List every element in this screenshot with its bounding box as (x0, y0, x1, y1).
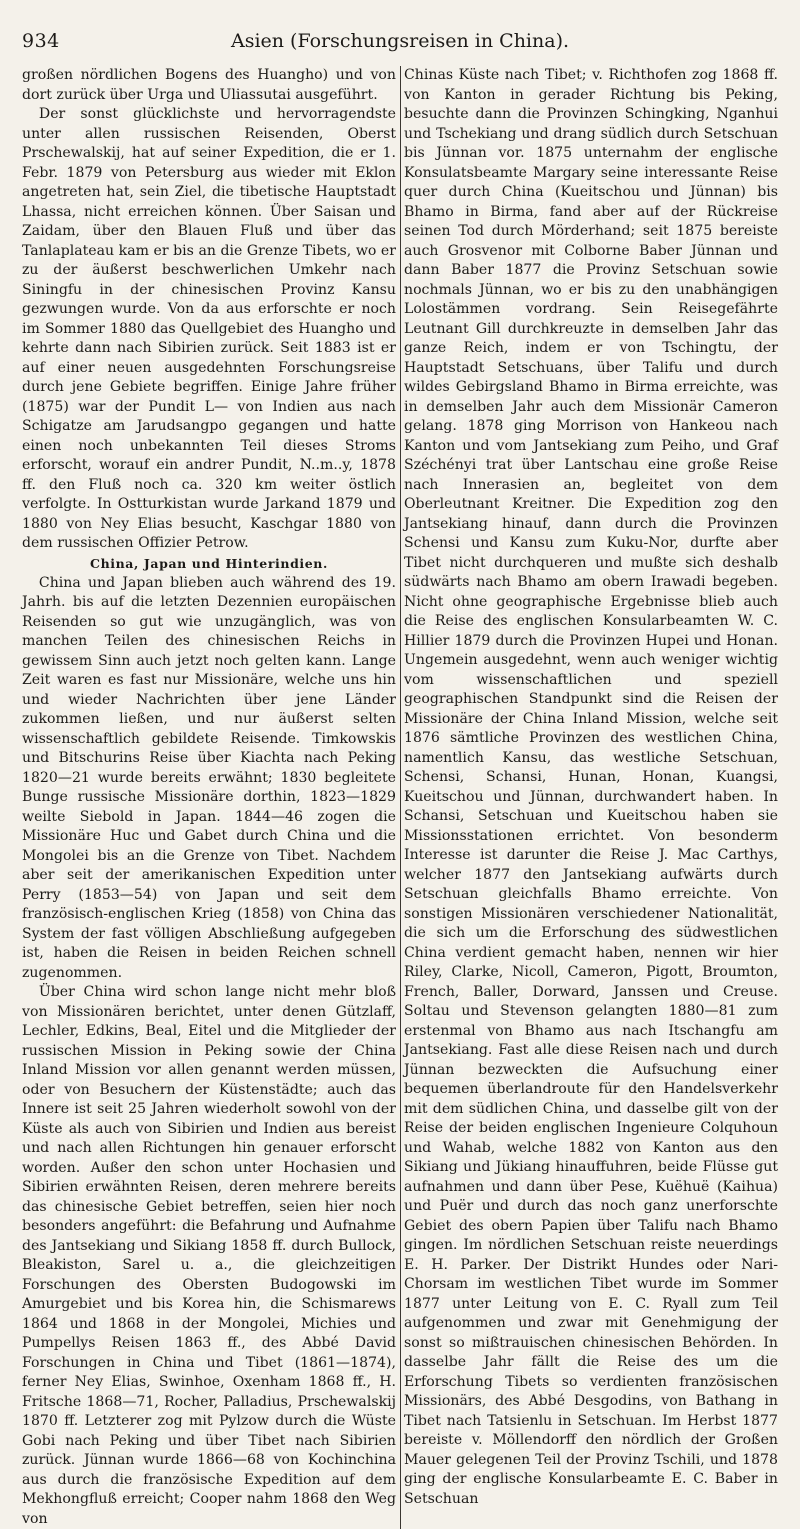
page-number: 934 (22, 30, 60, 52)
paragraph: China und Japan blieben auch während des 19. Jahrh. bis auf die letzten Dezennien europäischen Reisenden so gut wie unzugänglich, was von manchen Teilen des chinesischen Reichs in gewissem Sinn auch jetzt noch gelten kann. Lange Zeit waren es fast nur Missionäre, welche uns hin und wieder Nachrichten über jene Länder zukommen ließen, und nur äußerst selten wissenschaftlich gebildete Reisende. Timkowskis und Bitschurins Reise über Kiachta nach Peking 1820—21 wurde bereits erwähnt; 1830 begleitete Bunge russische Missionäre dorthin, 1823—1829 weilte Siebold in Japan. 1844—46 zogen die Missionäre Huc und Gabet durch China und die Mongolei bis an die Grenze von Tibet. Nachdem aber seit der amerikanischen Expedition unter Perry (1853—54) von Japan und seit dem französisch-englischen Krieg (1858) von China das System der fast völligen Abschließung aufgegeben ist, haben die Reisen in beiden Reichen schnell zugenommen. (22, 574, 396, 981)
page-header (22, 30, 778, 60)
paragraph: großen nördlichen Bogens des Huangho) und von dort zurück über Urga und Uliassutai ausgeführt. (22, 67, 396, 103)
right-column (404, 66, 778, 1529)
left-column (22, 66, 396, 1529)
section-heading: China, Japan und Hinterindien. (90, 555, 328, 571)
running-head: Asien (Forschungsreisen in China). (230, 30, 570, 52)
paragraph: Der sonst glücklichste und hervorragendste unter allen russischen Reisenden, Oberst Prschewalskij, hat auf seiner Expedition, die er 1. Febr. 1879 von Petersburg aus wieder mit Eklon angetreten hat, sein Ziel, die tibetische Hauptstadt Lhassa, nicht erreichen können. Über Saisan und Zaidam, über den Blauen Fluß und über das Tanlaplateau kam er bis an die Grenze Tibets, wo er zu der äußerst beschwerlichen Umkehr nach Siningfu in der chinesischen Provinz Kansu gezwungen wurde. Von da aus erforschte er noch im Sommer 1880 das Quellgebiet des Huangho und kehrte dann nach Sibirien zurück. Seit 1883 ist er auf einer neuen ausgedehnten Forschungsreise durch jene Gebiete begriffen. Einige Jahre früher (1875) war der Pundit L— von Indien aus nach Schigatze am Jarudsangpo gegangen und hatte einen noch unbekannten Teil dieses Stroms erforscht, worauf ein andrer Pundit, N..m..y, 1878 ff. den Fluß noch ca. 320 km weiter östlich verfolgte. In Ostturkistan wurde Jarkand 1879 und 1880 von Ney Elias besucht, Kaschgar 1880 von dem russischen Offizier Petrow. (22, 106, 396, 551)
paragraph: Über China wird schon lange nicht mehr bloß von Missionären berichtet, unter denen Gützlaff, Lechler, Edkins, Beal, Eitel und die Mitglieder der russischen Mission in Peking sowie der China Inland Mission vor allen genannt werden müssen, oder von Besuchern der Küstenstädte; auch das Innere ist seit 25 Jahren wiederholt sowohl von der Küste als auch von Sibirien und Indien aus bereist und nach allen Richtungen hin genauer erforscht worden. Außer den schon unter Hochasien und Sibirien erwähnten Reisen, deren mehrere bereits das chinesische Gebiet betreffen, seien hier noch besonders angeführt: die Befahrung und Aufnahme des Jantsekiang und Sikiang 1858 ff. durch Bullock, Bleakiston, Sarel u. a., die gleichzeitigen Forschungen des Obersten Budogowski im Amurgebiet und bis Korea hin, die Schismarews 1864 und 1868 in der Mongolei, Michies und Pumpellys Reisen 1863 ff., des Abbé David Forschungen in China und Tibet (1861—1874), ferner Ney Elias, Swinhoe, Oxenham 1868 ff., H. Fritsche 1868—71, Rocher, Palladius, Prschewalskij 1870 ff. Letzterer zog mit Pylzow durch die Wüste Gobi nach Peking und über Tibet nach Sibirien zurück. Jünnan wurde 1866—68 von Kochinchina aus durch die französische Expedition auf dem Mekhongfluß erreicht; Cooper nahm 1868 den Weg von (22, 984, 396, 1527)
two-column-body (22, 66, 778, 1529)
paragraph: Chinas Küste nach Tibet; v. Richthofen zog 1868 ff. von Kanton in gerader Richtung bis Peking, besuchte dann die Provinzen Schingking, Nganhui und Tschekiang und drang südlich durch Setschuan bis Jünnan vor. 1875 unternahm der englische Konsulatsbeamte Margary seine interessante Reise quer durch China (Kueitschou und Jünnan) bis Bhamo in Birma, fand aber auf der Rückreise seinen Tod durch Mörderhand; seit 1875 bereiste auch Grosvenor mit Colborne Baber Jünnan und dann Baber 1877 die Provinz Setschuan sowie nochmals Jünnan, wo er bis zu den unabhängigen Lolostämmen vordrang. Sein Reisegefährte Leutnant Gill durchkreuzte in demselben Jahr das ganze Reich, indem er von Tschingtu, der Hauptstadt Setschuans, über Talifu und durch wildes Gebirgsland Bhamo in Birma erreichte, was in demselben Jahr auch dem Missionär Cameron gelang. 1878 ging Morrison von Hankeou nach Kanton und vom Jantsekiang zum Peiho, und Graf Széchényi trat über Lantschau eine große Reise nach Innerasien an, begleitet von dem Oberleutnant Kreitner. Die Expedition zog den Jantsekiang hinauf, dann durch die Provinzen Schensi und Kansu zum Kuku-Nor, durfte aber Tibet nicht durchqueren und mußte sich deshalb südwärts nach Bhamo am obern Irawadi begeben. Nicht ohne geographische Ergebnisse blieb auch die Reise des englischen Konsularbeamten W. C. Hillier 1879 durch die Provinzen Hupei und Honan. Ungemein ausgedehnt, wenn auch weniger wichtig vom wissenschaftlichen und speziell geographischen Standpunkt sind die Reisen der Missionäre der China Inland Mission, welche seit 1876 sämtliche Provinzen des westlichen China, namentlich Kansu, das westliche Setschuan, Schensi, Schansi, Hunan, Honan, Kuangsi, Kueitschou und Jünnan, durchwandert haben. In Schansi, Setschuan und Kueitschou haben sie Missionsstationen errichtet. Von besonderm Interesse ist darunter die Reise J. Mac Carthys, welcher 1877 den Jantsekiang aufwärts durch Setschuan gleichfalls Bhamo erreichte. Von sonstigen Missionären verschiedener Nationalität, die sich um die Erforschung des südwestlichen China verdient gemacht haben, nennen wir hier Riley, Clarke, Nicoll, Cameron, Pigott, Broumton, French, Baller, Dorward, Janssen und Creuse. Soltau und Stevenson gelangten 1880—81 zum erstenmal von Bhamo aus nach Itschangfu am Jantsekiang. Fast alle diese Reisen nach und durch Jünnan bezweckten die Aufsuchung einer bequemen überlandroute für den Handelsverkehr mit dem südlichen China, und dasselbe gilt von der Reise der beiden englischen Ingenieure Colquhoun und Wahab, welche 1882 von Kanton aus den Sikiang und Jükiang hinauffuhren, beide Flüsse gut aufnahmen und dann über Pese, Kuëhuë (Kaihua) und Puër und durch das noch ganz unerforschte Gebiet des obern Papien über Talifu nach Bhamo gingen. Im nördlichen Setschuan reiste neuerdings E. H. Parker. Der Distrikt Hundes oder Nari-Chorsam im westlichen Tibet wurde im Sommer 1877 unter Leitung von E. C. Ryall zum Teil aufgenommen und zwar mit Genehmigung der sonst so mißtrauischen chinesischen Behörden. In dasselbe Jahr fällt die Reise des um die Erforschung Tibets so verdienten französischen Missionärs, des Abbé Desgodins, von Bathang in Tibet nach Tatsienlu in Setschuan. Im Herbst 1877 bereiste v. Möllendorff den nördlich der Großen Mauer gelegenen Teil der Provinz Tschili, und 1878 ging der englische Konsularbeamte E. C. Baber in Setschuan (404, 67, 778, 1507)
